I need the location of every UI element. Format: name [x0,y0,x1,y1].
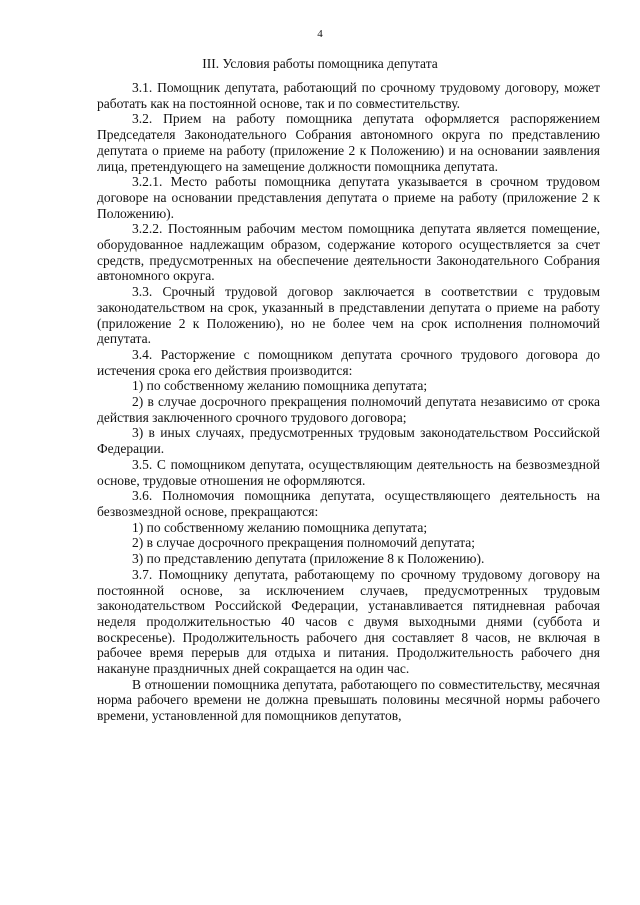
page-number: 4 [317,28,323,40]
list-item-3-4-3: 3) в иных случаях, предусмотренных трудовым законодательством Российской Федерации. [97,425,600,457]
list-item-3-4-1: 1) по собственному желанию помощника депутата; [132,378,428,394]
paragraph-part-time: В отношении помощника депутата, работающего по совместительству, месячная норма рабочего времени не должна превышать половины месячной нормы рабочего времени, установленной для помощников депутатов, [97,676,600,724]
paragraph-3-4: 3.4. Расторжение с помощником депутата срочного трудового договора до истечения срока его действия производится: [97,346,600,378]
section-title: III. Условия работы помощника депутата [202,56,438,71]
document-body [97,80,600,724]
paragraph-3-3: 3.3. Срочный трудовой договор заключается в соответствии с трудовым законодательством на срок, указанный в представлении депутата о приеме на работу (приложение 2 к Положению), но не более чем на срок исполнения полномочий депутата. [97,284,600,347]
paragraph-3-1: 3.1. Помощник депутата, работающий по срочному трудовому договору, может работать как на постоянной основе, так и по совместительству. [97,80,600,111]
list-item-3-6-3: 3) по представлению депутата (приложение 8 к Положению). [132,551,485,567]
list-item-3-6-2: 2) в случае досрочного прекращения полномочий депутата; [132,535,476,551]
paragraph-3-2: 3.2. Прием на работу помощника депутата оформляется распоряжением Председателя Законодательного Собрания автономного округа по представлению депутата о приеме на работу (приложение 2 к Положению) и на основании заявления лица, претендующего на замещение должности помощника депутата. [97,111,600,174]
list-item-3-4-2: 2) в случае досрочного прекращения полномочий депутата независимо от срока действия заключенного срочного трудового договора; [97,394,600,425]
paragraph-3-6: 3.6. Полномочия помощника депутата, осуществляющего деятельность на безвозмездной основе, прекращаются: [97,488,600,519]
list-item-3-6-1: 1) по собственному желанию помощника депутата; [132,519,428,535]
paragraph-3-2-2: 3.2.2. Постоянным рабочим местом помощника депутата является помещение, оборудованное надлежащим образом, содержание которого осуществляется за счет средств, предусмотренных на обеспечение деятельности Законодательного Собрания автономного округа. [97,221,600,284]
paragraph-3-5: 3.5. С помощником депутата, осуществляющим деятельность на безвозмездной основе, трудовые отношения не оформляются. [97,456,600,488]
paragraph-3-7: 3.7. Помощнику депутата, работающему по срочному трудовому договору на постоянной основе, за исключением случаев, предусмотренных трудовым законодательством Российской Федерации, устанавливается пятидневная рабочая неделя продолжительностью 40 часов с двумя выходными днями (суббота и воскресенье). Продолжительность рабочего дня составляет 8 часов, не включая в рабочее время перерыв для отдыха и питания. Продолжительность рабочего дня накануне праздничных дней сокращается на один час. [97,566,600,677]
paragraph-3-2-1: 3.2.1. Место работы помощника депутата указывается в срочном трудовом договоре на основании представления депутата о приеме на работу (приложение 2 к Положению). [97,174,600,221]
